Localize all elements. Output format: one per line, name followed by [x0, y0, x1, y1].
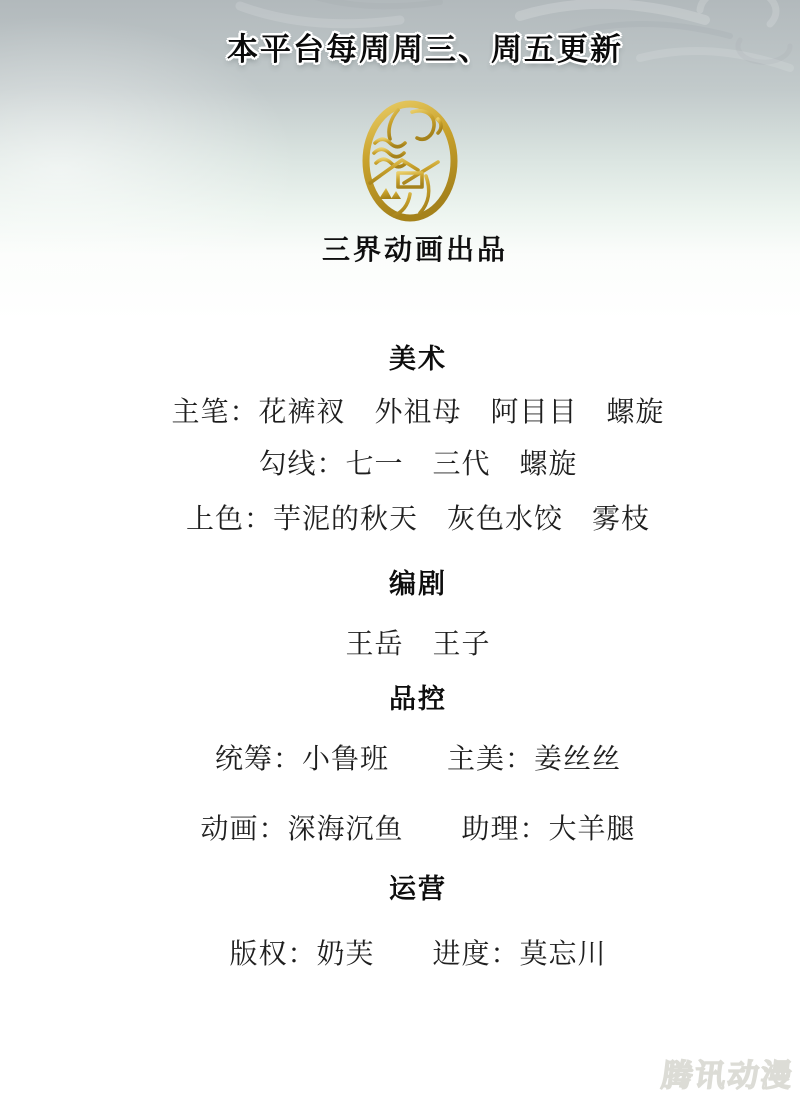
- three-realms-seal-logo-icon: [354, 98, 466, 225]
- section-heading-screenwriter: 编剧: [389, 569, 447, 599]
- producer-label: 三界动画出品: [321, 234, 508, 265]
- section-heading-quality-control: 品控: [389, 684, 447, 714]
- credit-line-lead-artists: 主笔：花裤衩 外祖母 阿目目 螺旋: [171, 396, 665, 427]
- section-heading-art: 美术: [389, 344, 447, 374]
- credit-line-copyright-progress: 版权：奶芙 进度：莫忘川: [229, 938, 607, 969]
- credit-line-line-art: 勾线：七一 三代 螺旋: [258, 448, 578, 479]
- credits-block: [18, 343, 800, 970]
- credit-line-coordination: 统筹：小鲁班 主美：姜丝丝: [214, 743, 621, 774]
- credit-line-screenwriters: 王岳 王子: [345, 628, 491, 659]
- credit-line-coloring: 上色：芋泥的秋天 灰色水饺 雾枝: [185, 503, 650, 534]
- tencent-comics-watermark: 腾讯动漫: [659, 1058, 796, 1093]
- update-notice: 本平台每周周三、周五更新: [227, 32, 623, 67]
- section-heading-operations: 运营: [389, 874, 447, 904]
- credit-line-animation-assistant: 动画：深海沉鱼 助理：大羊腿: [200, 813, 636, 844]
